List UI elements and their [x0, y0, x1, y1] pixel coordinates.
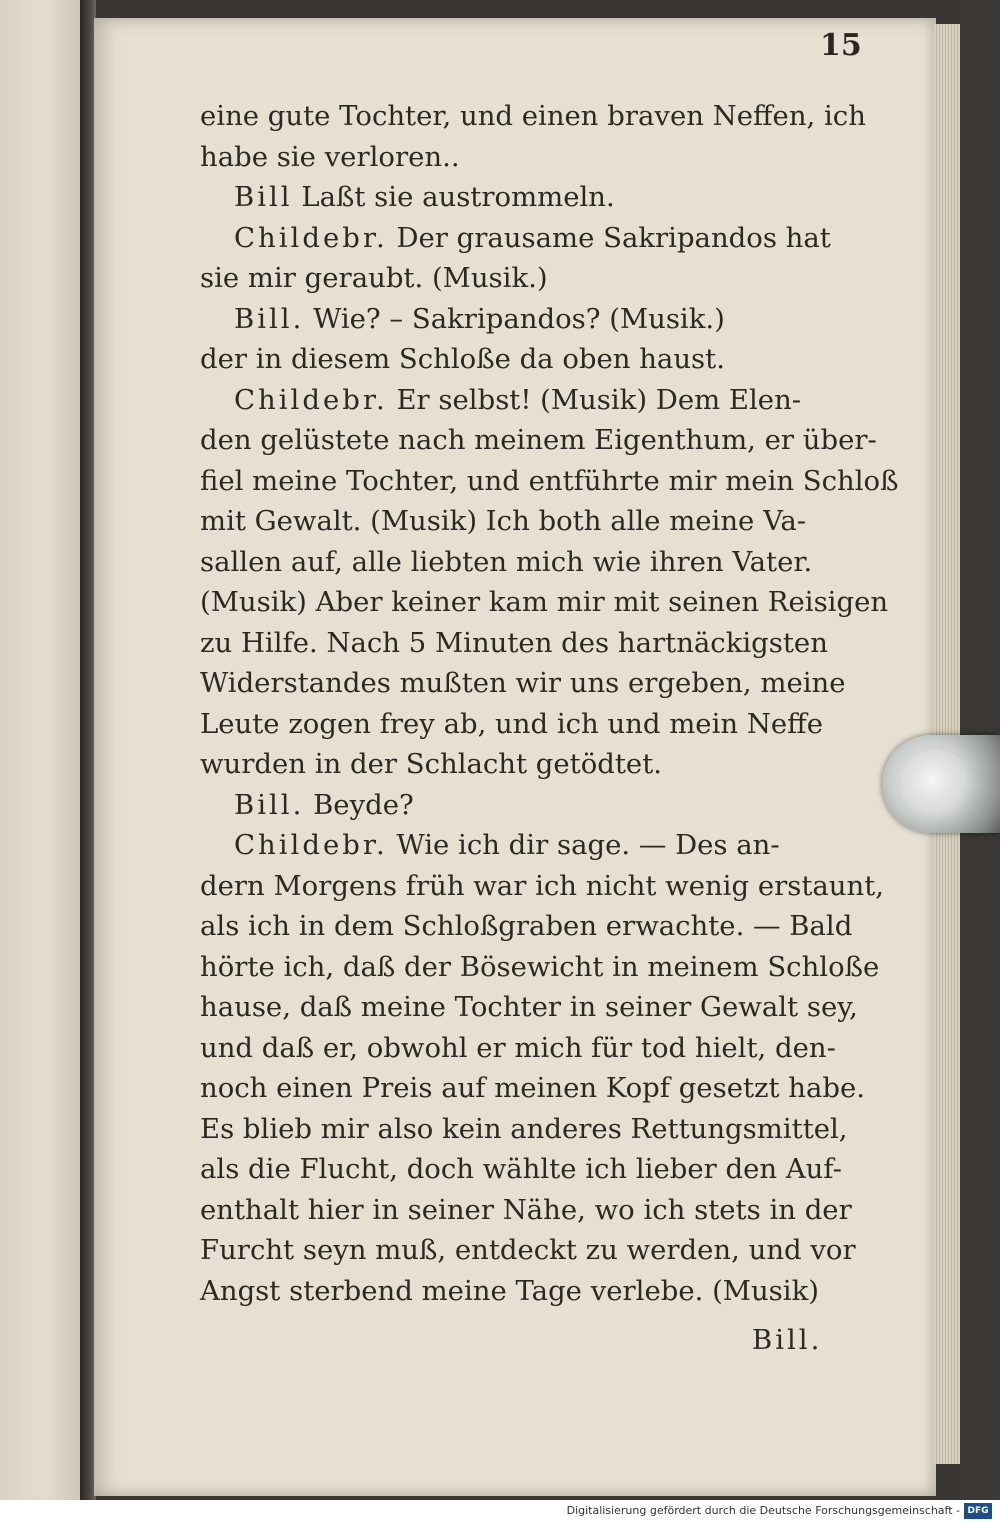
line-text: Laßt sie austrommeln.	[292, 181, 615, 213]
page-clip	[882, 735, 1000, 833]
line-text: Es blieb mir also kein anderes Rettungsmittel,	[200, 1112, 848, 1145]
speaker-name: Bill.	[234, 788, 305, 821]
line-text: Der grausame Sakripandos hat	[387, 221, 831, 254]
line-text: Leute zogen frey ab, und ich und mein Neffe	[200, 707, 823, 740]
text-line	[200, 1271, 890, 1312]
line-text: der in diesem Schloße da oben haust.	[200, 343, 725, 375]
line-text: mit Gewalt. (Musik) Ich both alle meine Va-	[200, 505, 807, 537]
line-text: Widerstandes mußten wir uns ergeben, meine	[200, 667, 846, 699]
page-clip-face	[900, 749, 970, 819]
line-text: enthalt hier in seiner Nähe, wo ich stets in der	[200, 1193, 852, 1226]
line-text: habe sie verloren..	[200, 140, 460, 173]
text-line	[200, 1028, 890, 1069]
speaker-name: Childebr.	[234, 221, 388, 254]
text-line	[200, 1109, 890, 1150]
text-line	[200, 1190, 890, 1231]
text-line	[200, 461, 899, 502]
line-text: Beyde?	[304, 788, 414, 821]
line-text: Angst sterbend meine Tage verlebe. (Musik)	[200, 1274, 819, 1307]
line-text: sie mir geraubt. (Musik.)	[200, 262, 548, 294]
text-line	[200, 137, 890, 178]
left-page-edge	[0, 0, 80, 1500]
text-line	[200, 825, 890, 866]
line-text: dern Morgens früh war ich nicht wenig erstaunt,	[200, 869, 885, 902]
catchword: Bill.	[752, 1324, 823, 1356]
text-line	[200, 744, 890, 785]
text-line	[200, 177, 890, 218]
page-number: 15	[820, 28, 862, 63]
text-line	[200, 704, 890, 745]
line-text: und daß er, obwohl er mich für tod hielt, den-	[200, 1031, 836, 1064]
line-text: den gelüstete nach meinem Eigenthum, er über-	[200, 424, 877, 456]
text-line	[200, 501, 890, 542]
text-line	[200, 1149, 890, 1190]
line-text: als die Flucht, doch wählte ich lieber den Auf-	[200, 1153, 842, 1185]
line-text: wurden in der Schlacht getödtet.	[200, 748, 662, 780]
text-line	[200, 623, 890, 664]
speaker-name: Bill.	[234, 302, 305, 335]
line-text: hörte ich, daß der Bösewicht in meinem Schloße	[200, 950, 880, 983]
line-text: noch einen Preis auf meinen Kopf gesetzt habe.	[200, 1072, 866, 1104]
page-text	[200, 96, 899, 1311]
text-line	[200, 866, 890, 907]
line-text: Er selbst! (Musik) Dem Elen-	[387, 383, 802, 416]
text-line	[200, 906, 890, 947]
text-line	[200, 218, 890, 259]
speaker-name: Childebr.	[234, 383, 388, 416]
text-line	[200, 947, 890, 988]
text-line	[200, 1068, 890, 1109]
line-text: Wie? – Sakripandos? (Musik.)	[304, 302, 725, 335]
speaker-name: Bill	[234, 181, 293, 213]
footer-bar	[0, 1500, 1000, 1523]
text-line	[200, 987, 890, 1028]
text-line	[200, 542, 890, 583]
line-text: hause, daß meine Tochter in seiner Gewalt sey,	[200, 991, 858, 1023]
funding-credit: Digitalisierung gefördert durch die Deutsche Forschungsgemeinschaft -	[566, 1504, 960, 1517]
text-line	[200, 785, 890, 826]
line-text: fiel meine Tochter, und entführte mir mein Schloß	[200, 464, 899, 497]
line-text: Wie ich dir sage. — Des an-	[387, 829, 780, 861]
speaker-name: Childebr.	[234, 829, 388, 861]
line-text: zu Hilfe. Nach 5 Minuten des hartnäckigsten	[200, 626, 828, 659]
text-line	[200, 96, 890, 137]
text-line	[200, 339, 890, 380]
line-text: als ich in dem Schloßgraben erwachte. — Bald	[200, 910, 853, 942]
text-line	[200, 582, 890, 623]
line-text: eine gute Tochter, und einen braven Neffen, ich	[200, 100, 866, 132]
text-line	[200, 663, 890, 704]
line-text: (Musik) Aber keiner kam mir mit seinen Reisigen	[200, 586, 889, 618]
dfg-logo: DFG	[964, 1503, 992, 1519]
text-line	[200, 380, 890, 421]
text-line	[200, 420, 890, 461]
text-line	[200, 1230, 890, 1271]
line-text: Furcht seyn muß, entdeckt zu werden, und vor	[200, 1234, 856, 1266]
text-line	[200, 258, 890, 299]
line-text: sallen auf, alle liebten mich wie ihren Vater.	[200, 545, 813, 578]
text-line	[200, 299, 890, 340]
